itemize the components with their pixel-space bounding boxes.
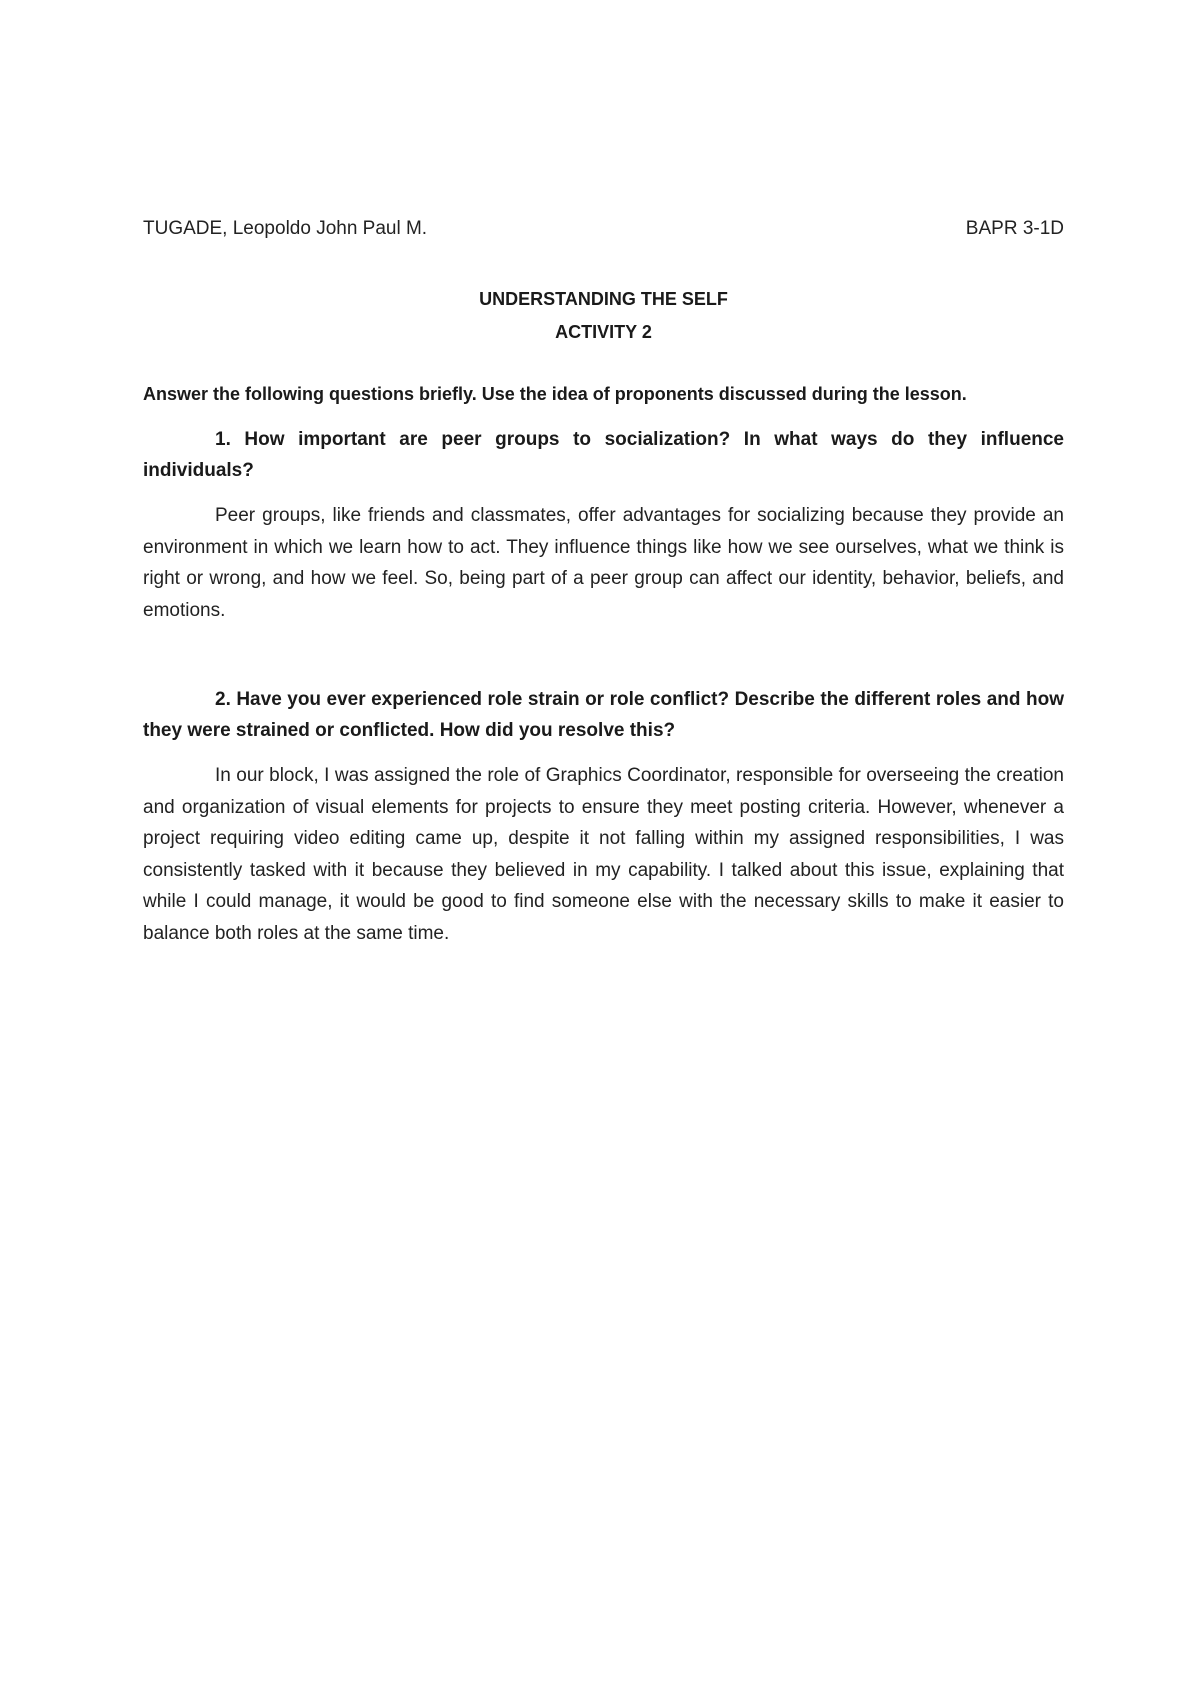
class-section: BAPR 3-1D — [965, 218, 1064, 239]
course-title: UNDERSTANDING THE SELF — [479, 289, 728, 309]
document-header — [143, 213, 1064, 245]
question-section-1 — [143, 424, 1064, 626]
answer-2: In our block, I was assigned the role of Graphics Coordinator, responsible for overseeing the creation and organization of visual elements for projects to ensure they meet posting criteria. However, whenever a project requiring video editing came up, despite it not falling within my assigned responsibilities, I was consistently tasked with it because they believed in my capability. I talked about this issue, explaining that while I could manage, it would be good to find someone else with the necessary skills to make it easier to balance both roles at the same time. — [143, 765, 1064, 944]
question-section-2 — [143, 684, 1064, 949]
document-title — [143, 283, 1064, 349]
question-2: 2. Have you ever experienced role strain or role conflict? Describe the different roles and how they were strained or conflicted. How did you resolve this? — [143, 689, 1064, 741]
instructions: Answer the following questions briefly. Use the idea of proponents discussed during the lesson. — [143, 384, 967, 404]
student-name: TUGADE, Leopoldo John Paul M. — [143, 218, 428, 239]
document-page — [143, 213, 1064, 949]
activity-title: ACTIVITY 2 — [555, 322, 652, 342]
question-1: 1. How important are peer groups to socialization? In what ways do they influence individuals? — [143, 429, 1064, 481]
answer-1: Peer groups, like friends and classmates, offer advantages for socializing because they provide an environment in which we learn how to act. They influence things like how we see ourselves, what we think is right or wrong, and how we feel. So, being part of a peer group can affect our identity, behavior, beliefs, and emotions. — [143, 505, 1064, 621]
